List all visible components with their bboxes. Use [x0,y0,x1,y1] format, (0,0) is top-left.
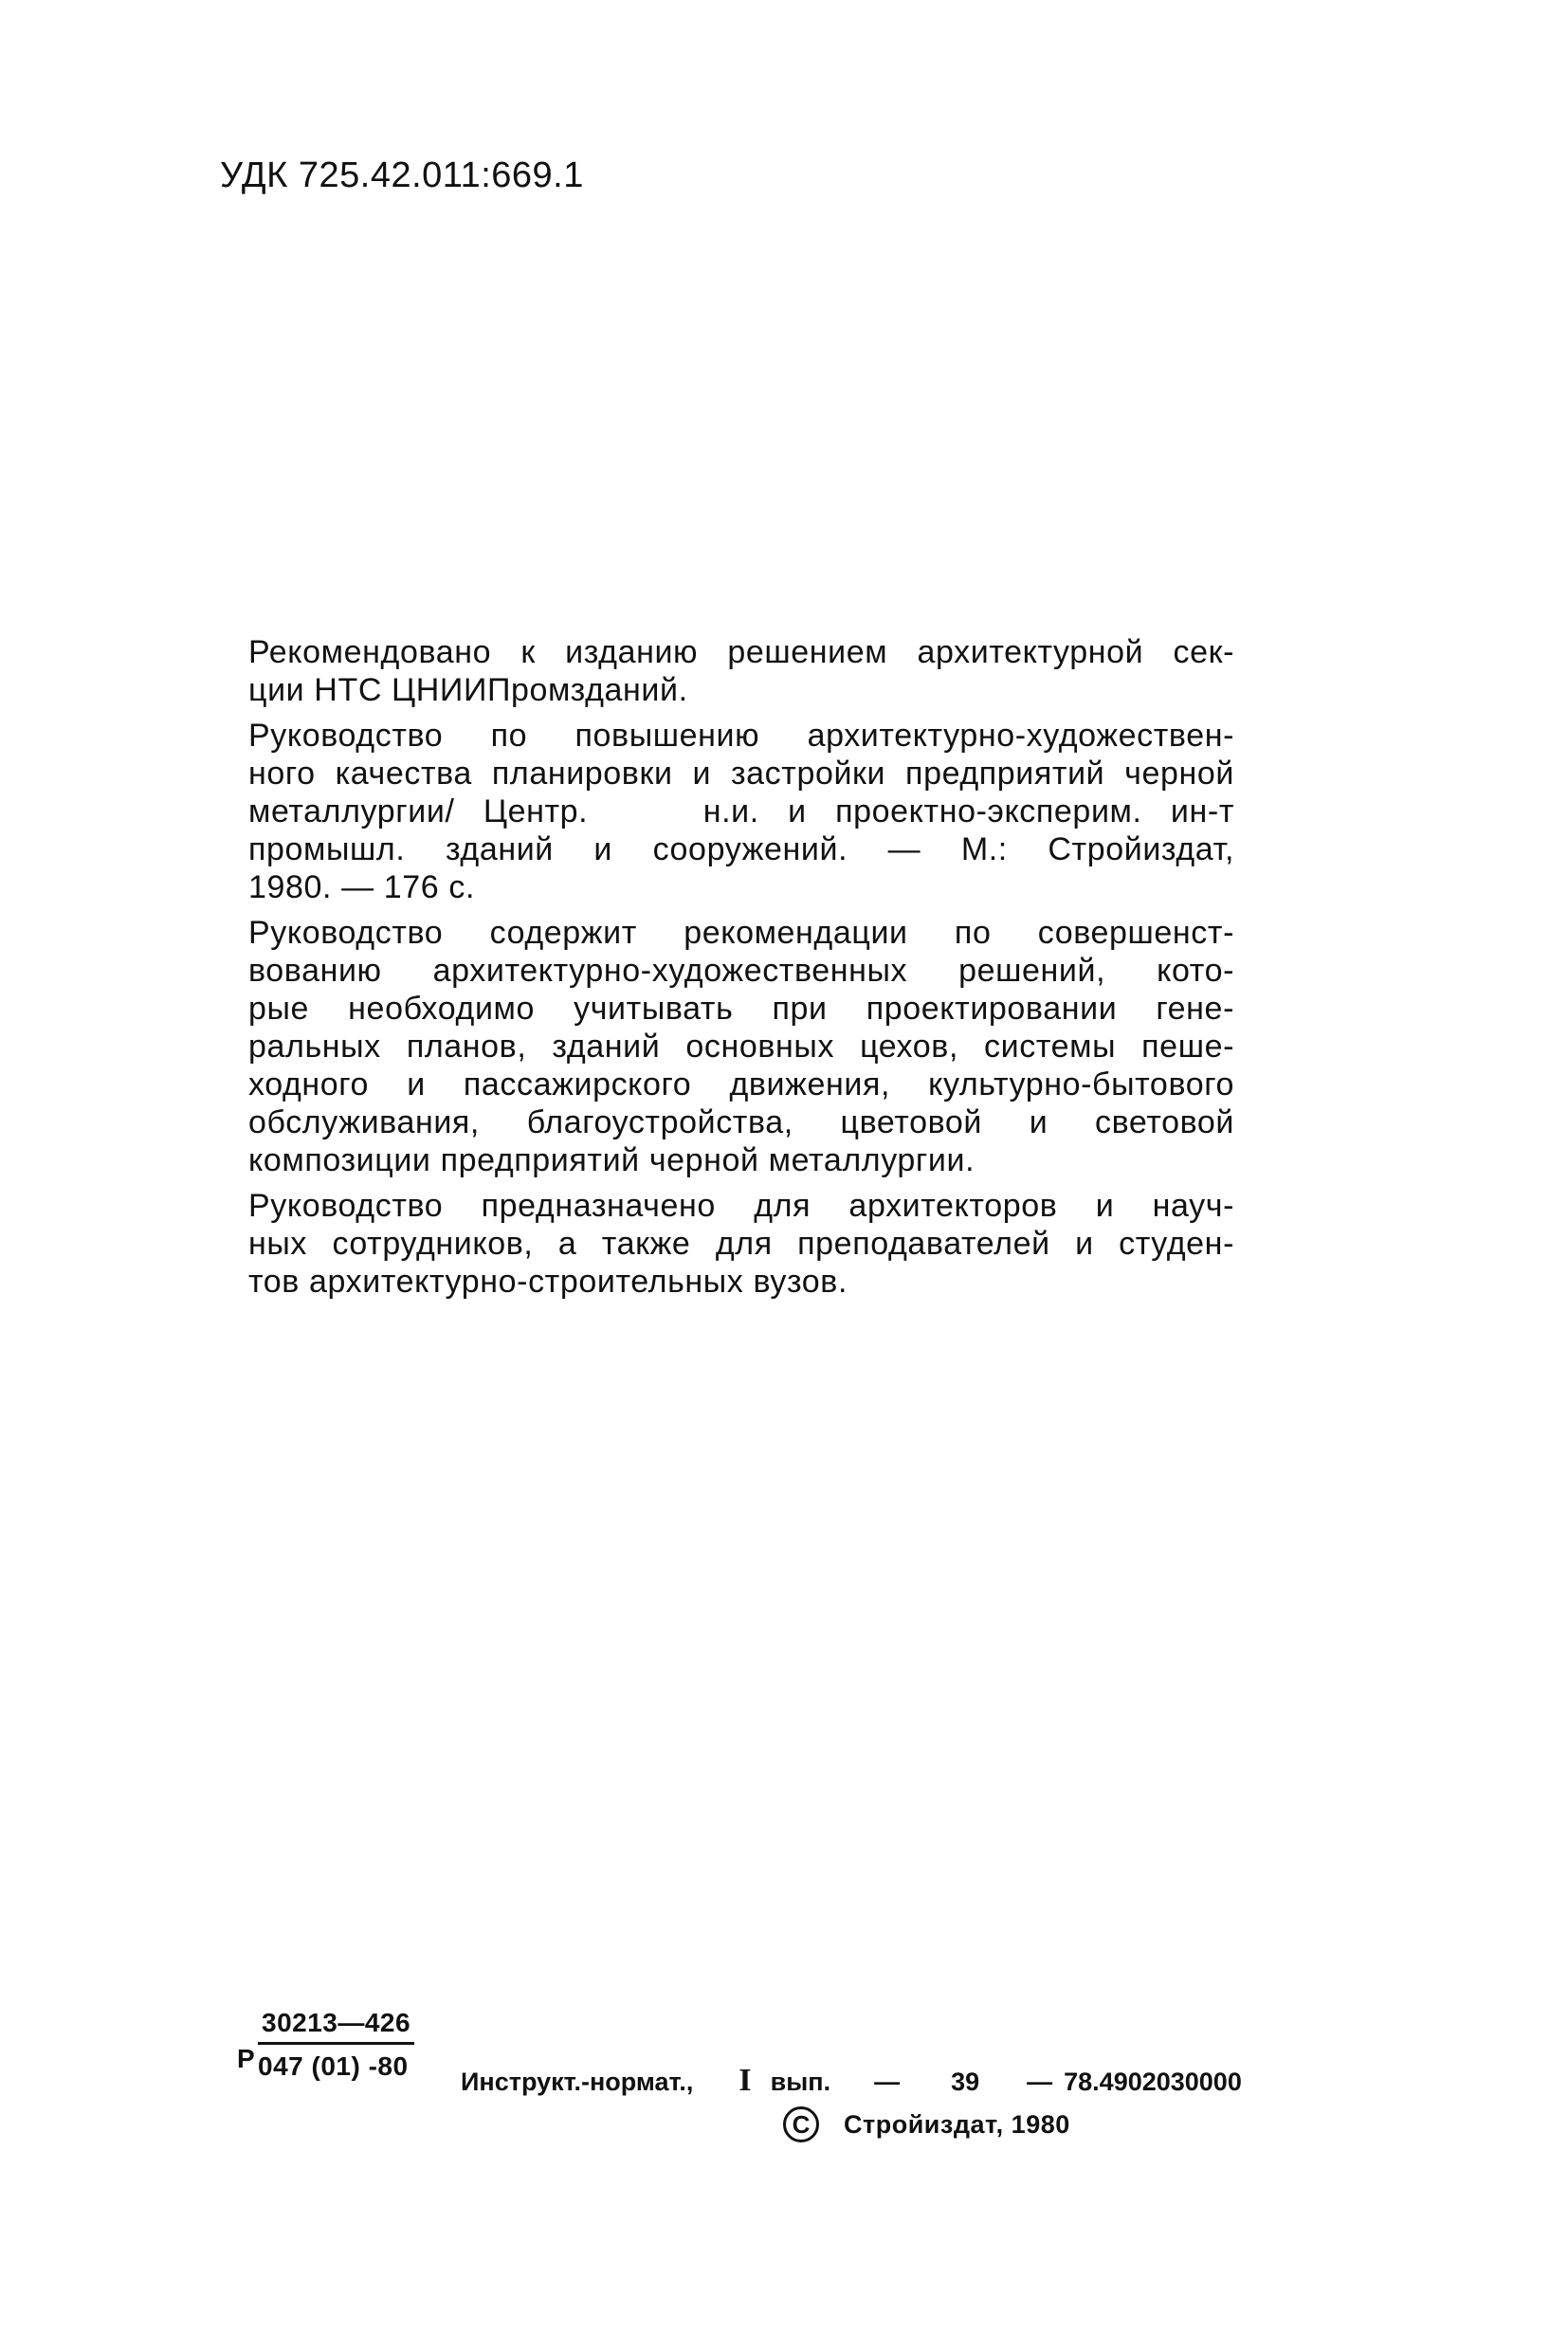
imprint-dash: — [874,2068,901,2096]
copyright-line [783,2106,1070,2142]
abstract-paragraph-recommendation [248,633,1234,709]
text-line: 1980. — 176 с. [248,869,475,905]
text-line: Руководство предназначено для архитекторов и науч- [248,1188,1234,1224]
abstract-block [248,633,1234,1308]
code-numerator: 30213—426 [258,2008,414,2045]
text-line: рые необходимо учитывать при проектировании гене- [248,991,1234,1027]
text-line: ного качества планировки и застройки предприятий черной [248,756,1234,792]
text-line: ходного и пассажирского движения, культурно-бытового [248,1066,1234,1103]
imprint-number: 39 [951,2068,980,2096]
code-prefix: Р [237,2044,255,2073]
imprint-isbn-code: 78.4902030000 [1064,2068,1242,2096]
code-denominator: 047 (01) -80 [258,2051,409,2081]
text-line: металлургии/ Центр. н.и. и проектно-эксперим. ин-т [248,793,1234,829]
imprint-dash: — [1027,2068,1053,2096]
udc-code: УДК 725.42.011:669.1 [220,155,584,195]
text-line: обслуживания, благоустройства, цветовой и световой [248,1104,1234,1140]
text-line: промышл. зданий и сооружений. — М.: Стройиздат, [248,831,1234,867]
imprint-type: Инструкт.-нормат., [461,2068,694,2096]
text-line: вованию архитектурно-художественных решений, кото- [248,953,1234,989]
abstract-paragraph-audience [248,1187,1234,1301]
abstract-paragraph-contents [248,914,1234,1179]
imprint-line [461,2063,1242,2099]
copyright-icon: C [783,2106,819,2142]
text-line: ции НТС ЦНИИПромзданий. [248,672,688,708]
abstract-paragraph-bibliography [248,717,1234,906]
text-line: Руководство содержит рекомендации по совершенст- [248,915,1234,951]
copyright-text: Стройиздат, 1980 [844,2109,1070,2139]
imprint-issue-label: вып. [770,2068,831,2096]
imprint-issue-roman: I [738,2063,752,2098]
text-line: тов архитектурно-строительных вузов. [248,1264,848,1300]
text-line: Руководство по повышению архитектурно-художествен- [248,718,1234,754]
text-line: композиции предприятий черной металлургии. [248,1142,975,1178]
text-line: ральных планов, зданий основных цехов, системы пеше- [248,1029,1234,1065]
text-line: Рекомендовано к изданию решением архитектурной сек- [248,634,1234,670]
text-line: ных сотрудников, а также для преподавателей и студен- [248,1226,1234,1262]
